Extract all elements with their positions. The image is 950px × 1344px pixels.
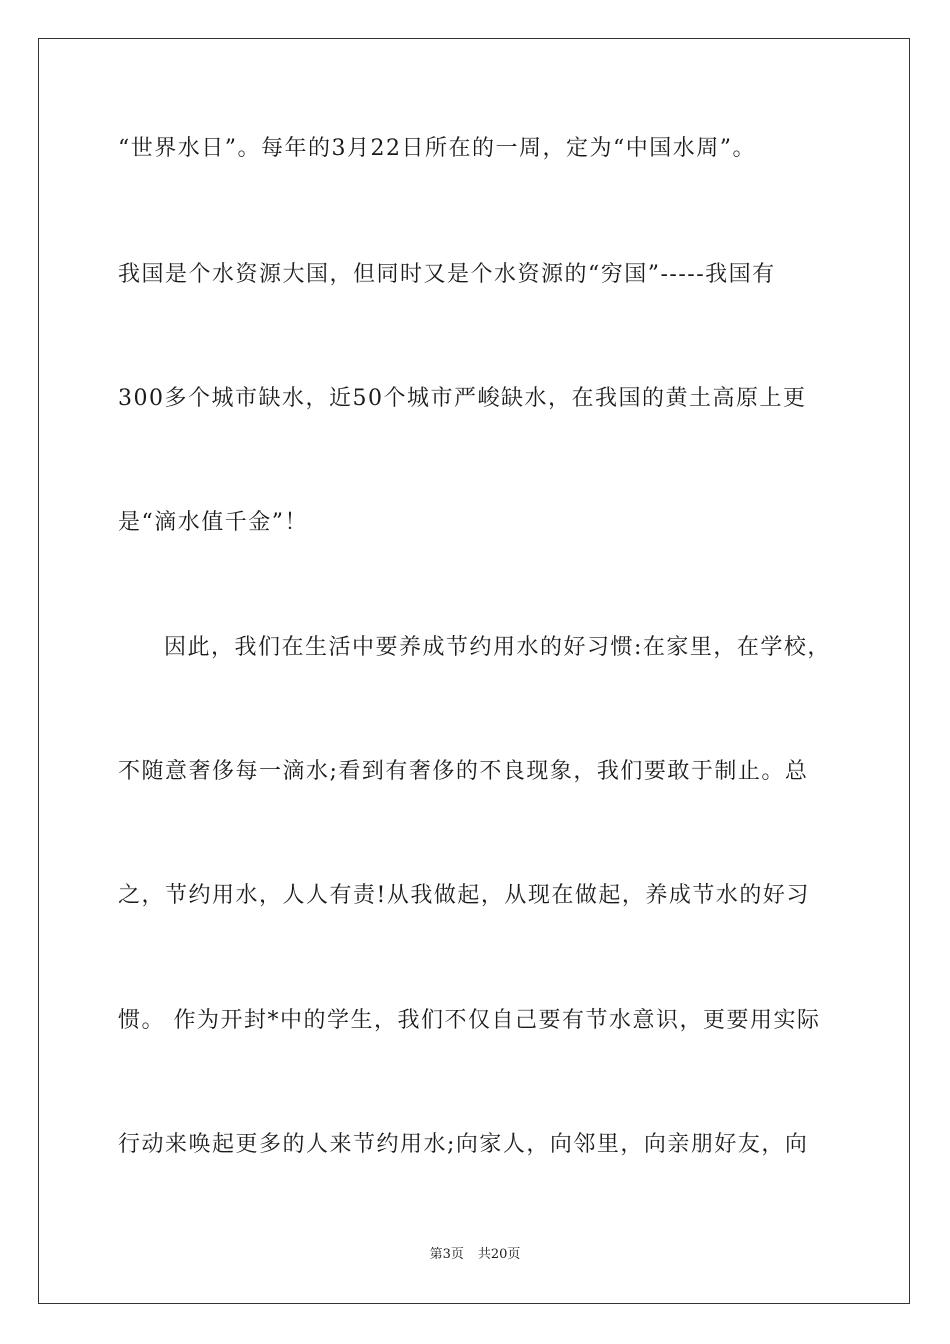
- page-number: 第3页: [429, 1247, 464, 1262]
- page-footer: [0, 1246, 950, 1264]
- paragraph-line: 行动来唤起更多的人来节约用水;向家人，向邻里，向亲朋好友，向: [118, 1132, 809, 1157]
- paragraph-line: 我国是个水资源大国，但同时又是个水资源的“穷国”-----我国有: [118, 262, 776, 287]
- paragraph-line: 惯。 作为开封*中的学生，我们不仅自己要有节水意识，更要用实际: [118, 1008, 821, 1033]
- page-border: [38, 38, 910, 1304]
- paragraph-line: 因此，我们在生活中要养成节约用水的好习惯:在家里，在学校，: [164, 635, 831, 660]
- paragraph-line: 不随意奢侈每一滴水;看到有奢侈的不良现象，我们要敢于制止。总: [118, 759, 809, 784]
- paragraph-line: 是“滴水值千金”！: [118, 510, 308, 535]
- paragraph-line: 之，节约用水，人人有责!从我做起，从现在做起，养成节水的好习: [118, 883, 810, 908]
- paragraph-line: 300多个城市缺水，近50个城市严峻缺水，在我国的黄土高原上更: [118, 386, 807, 411]
- page-total: 共20页: [477, 1247, 521, 1262]
- paragraph-line: “世界水日”。每年的3月22日所在的一周，定为“中国水周”。: [118, 136, 756, 161]
